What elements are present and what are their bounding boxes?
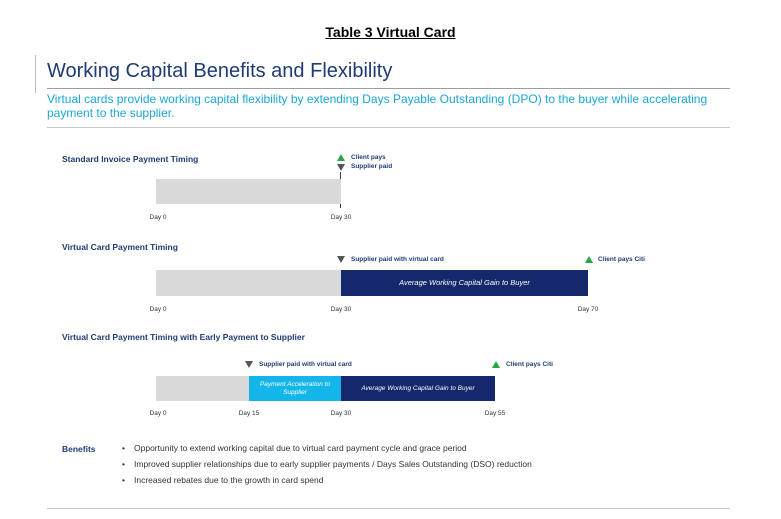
tick-day15: Day 15 xyxy=(238,410,260,417)
section-title-early-payment: Virtual Card Payment Timing with Early Payment to Supplier xyxy=(62,332,305,342)
tick-day30: Day 30 xyxy=(330,410,352,417)
working-capital-gain-bar: Average Working Capital Gain to Buyer xyxy=(341,376,495,401)
subtitle-divider xyxy=(47,127,730,128)
slide-title: Working Capital Benefits and Flexibility xyxy=(47,60,393,82)
payment-acceleration-bar: Payment Acceleration to Supplier xyxy=(249,376,341,401)
tick-day55: Day 55 xyxy=(484,410,506,417)
supplier-paid-down-arrow-icon xyxy=(245,361,253,368)
list-item xyxy=(122,474,532,490)
section-title-standard: Standard Invoice Payment Timing xyxy=(62,154,199,164)
tick-day30: Day 30 xyxy=(330,306,352,313)
slide-subtitle: Virtual cards provide working capital flexibility by extending Days Payable Outstanding (DPO) to the buyer while accelerating payment to the supplier. xyxy=(47,92,708,120)
timeline-bar-0-15 xyxy=(156,376,249,401)
timeline-bar-0-30 xyxy=(156,270,341,296)
tick-day0: Day 0 xyxy=(149,214,167,221)
tick-day70: Day 70 xyxy=(577,306,599,313)
note-client-pays-citi: Client pays Citi xyxy=(506,361,553,368)
tick-day0: Day 0 xyxy=(149,306,167,313)
document-table-title: Table 3 Virtual Card xyxy=(325,24,456,40)
bullet: • xyxy=(122,475,125,485)
benefit-text: Increased rebates due to the growth in card spend xyxy=(134,475,324,485)
supplier-paid-down-arrow-icon xyxy=(337,164,345,171)
section-title-virtual-card: Virtual Card Payment Timing xyxy=(62,242,178,252)
note-supplier-paid-vc: Supplier paid with virtual card xyxy=(351,256,444,263)
bottom-divider xyxy=(47,508,730,509)
benefit-text: Opportunity to extend working capital due to virtual card payment cycle and grace period xyxy=(134,443,467,453)
benefit-text: Improved supplier relationships due to early supplier payments / Days Sales Outstanding (DSO) reduction xyxy=(134,459,532,469)
bullet: • xyxy=(122,443,125,453)
client-pays-up-arrow-icon xyxy=(337,154,345,161)
tick-day0: Day 0 xyxy=(149,410,167,417)
note-client-pays-citi: Client pays Citi xyxy=(598,256,645,263)
list-item xyxy=(122,458,532,474)
benefits-list xyxy=(122,442,532,490)
note-supplier-paid-early: Supplier paid with virtual card xyxy=(259,361,352,368)
timeline-bar-0-30 xyxy=(156,179,341,204)
bullet: • xyxy=(122,459,125,469)
note-supplier-paid: Supplier paid xyxy=(351,163,393,170)
client-pays-citi-up-arrow-icon xyxy=(492,361,500,368)
supplier-paid-down-arrow-icon xyxy=(337,256,345,263)
list-item xyxy=(122,442,532,458)
title-divider xyxy=(47,88,730,89)
left-divider xyxy=(35,55,36,93)
working-capital-gain-bar: Average Working Capital Gain to Buyer xyxy=(341,270,588,296)
tick-day30: Day 30 xyxy=(330,214,352,221)
note-client-pays: Client pays xyxy=(351,154,386,161)
benefits-label: Benefits xyxy=(62,444,96,454)
client-pays-citi-up-arrow-icon xyxy=(585,256,593,263)
